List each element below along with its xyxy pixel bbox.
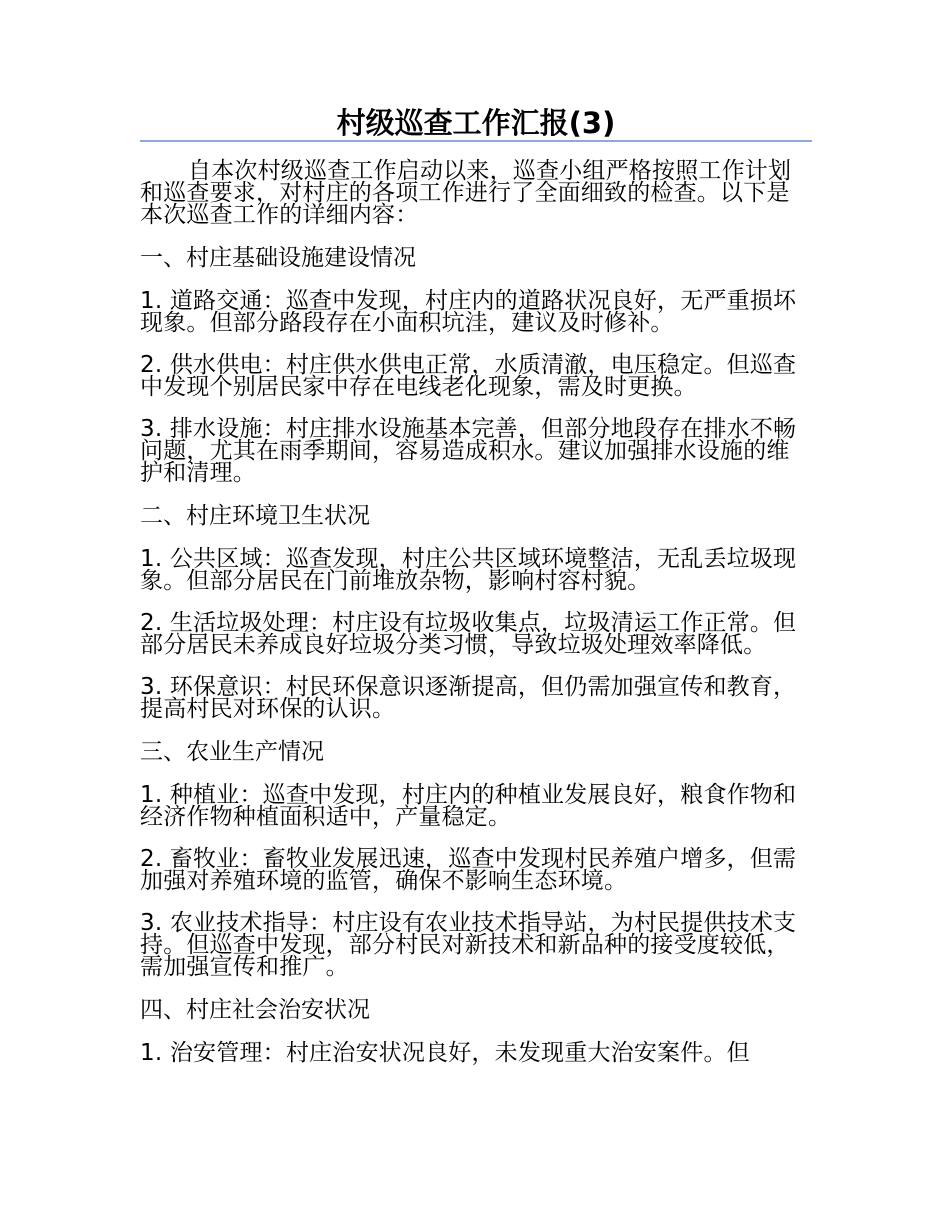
item-agri-tech: 3. 农业技术指导：村庄设有农业技术指导站，为村民提供技术支持。但巡查中发现，部分村民对新技术和新品种的接受度较低，需加强宣传和推广。 bbox=[140, 909, 797, 980]
item-planting: 1. 种植业：巡查中发现，村庄内的种植业发展良好，粮食作物和经济作物种植面积适中，产量稳定。 bbox=[140, 781, 797, 830]
item-water-power: 2. 供水供电：村庄供水供电正常，水质清澈，电压稳定。但巡查中发现个别居民家中存在电线老化现象，需及时更换。 bbox=[140, 351, 797, 400]
section-heading-public-security: 四、村庄社会治安状况 bbox=[140, 996, 370, 1023]
document-page bbox=[140, 104, 812, 1084]
item-garbage-handling: 2. 生活垃圾处理：村庄设有垃圾收集点，垃圾清运工作正常。但部分居民未养成良好垃圾分类习惯，导致垃圾处理效率降低。 bbox=[140, 609, 797, 658]
item-drainage: 3. 排水设施：村庄排水设施基本完善，但部分地段存在排水不畅问题，尤其在雨季期间，容易造成积水。建议加强排水设施的维护和清理。 bbox=[140, 415, 797, 486]
section-heading-agriculture: 三、农业生产情况 bbox=[140, 738, 324, 765]
section-heading-sanitation: 二、村庄环境卫生状况 bbox=[140, 502, 370, 529]
section-heading-infrastructure: 一、村庄基础设施建设情况 bbox=[140, 244, 416, 271]
item-road-traffic: 1. 道路交通：巡查中发现，村庄内的道路状况良好，无严重损坏现象。但部分路段存在小面积坑洼，建议及时修补。 bbox=[140, 287, 797, 336]
item-security-management: 1. 治安管理：村庄治安状况良好，未发现重大治安案件。但 bbox=[140, 1039, 750, 1066]
intro-paragraph: 自本次村级巡查工作启动以来，巡查小组严格按照工作计划和巡查要求，对村庄的各项工作进行了全面细致的检查。以下是本次巡查工作的详细内容： bbox=[140, 157, 792, 228]
item-livestock: 2. 畜牧业：畜牧业发展迅速，巡查中发现村民养殖户增多，但需加强对养殖环境的监管，确保不影响生态环境。 bbox=[140, 845, 797, 894]
item-public-area: 1. 公共区域：巡查发现，村庄公共区域环境整洁，无乱丢垃圾现象。但部分居民在门前堆放杂物，影响村容村貌。 bbox=[140, 545, 797, 594]
document-title: 村级巡查工作汇报(3) bbox=[336, 106, 616, 140]
item-environmental-awareness: 3. 环保意识：村民环保意识逐渐提高，但仍需加强宣传和教育，提高村民对环保的认识。 bbox=[140, 673, 797, 722]
